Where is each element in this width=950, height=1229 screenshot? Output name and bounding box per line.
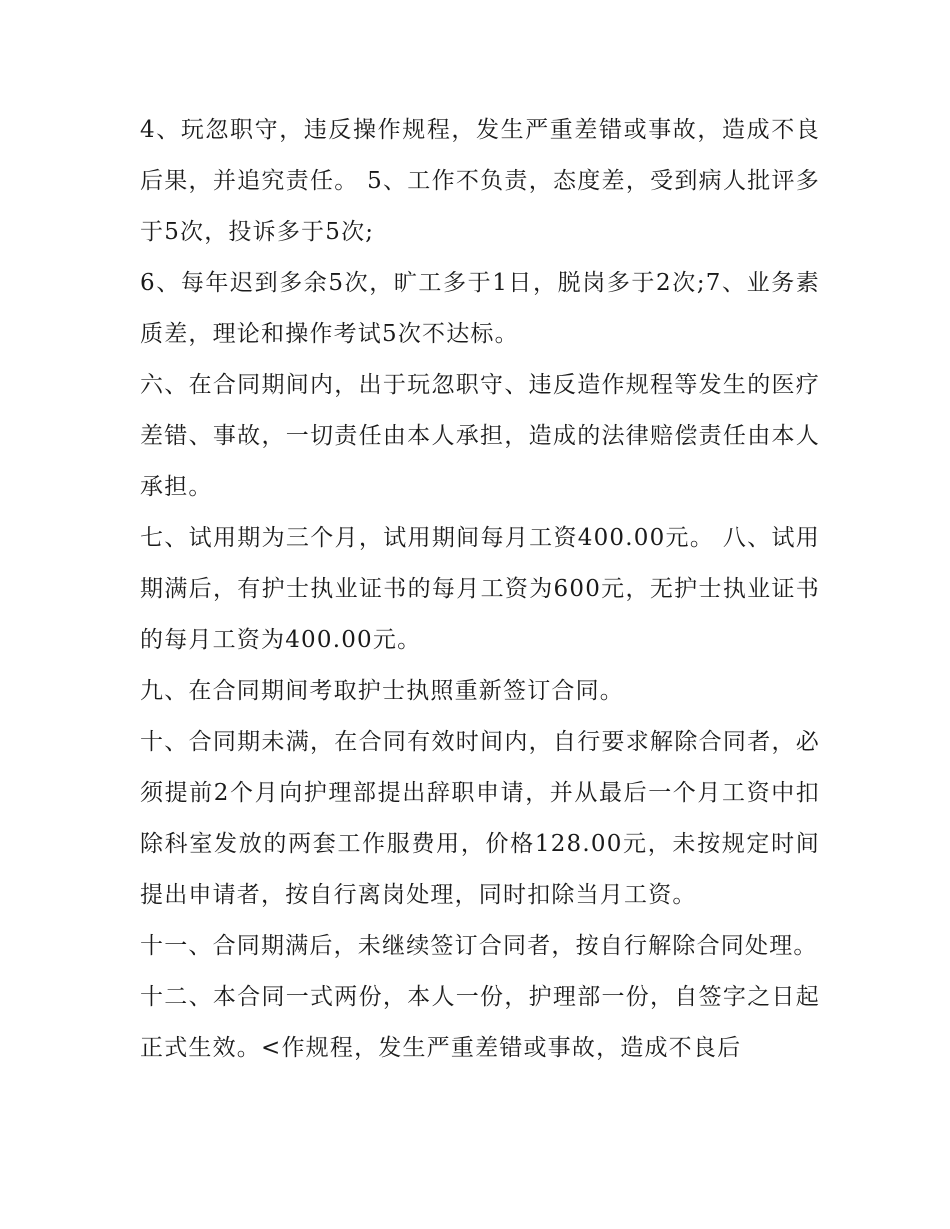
paragraph-section-6: 六、在合同期间内，出于玩忽职守、违反造作规程等发生的医疗差错、事故，一切责任由本人承担，造成的法律赔偿责任由本人承担。 [140,372,820,500]
document-body [140,105,820,1074]
paragraph-section-9: 九、在合同期间考取护士执照重新签订合同。 [140,678,624,704]
paragraph-section-10: 十、合同期未满，在合同有效时间内，自行要求解除合同者，必须提前2个月向护理部提出辞职申请，并从最后一个月工资中扣除科室发放的两套工作服费用，价格128.00元，未按规定时间提出申请者，按自行离岗处理，同时扣除当月工资。 [140,729,820,908]
paragraph-section-7-8: 七、试用期为三个月，试用期间每月工资400.00元。 八、试用期满后，有护士执业证书的每月工资为600元，无护士执业证书的每月工资为400.00元。 [140,525,820,653]
paragraph-clause-6-7: 6、每年迟到多余5次，旷工多于1日，脱岗多于2次;7、业务素质差，理论和操作考试5次不达标。 [140,270,820,347]
paragraph-section-11: 十一、合同期满后，未继续签订合同者，按自行解除合同处理。 [140,933,818,959]
paragraph-clause-4-5: 4、玩忽职守，违反操作规程，发生严重差错或事故，造成不良后果，并追究责任。 5、工作不负责，态度差，受到病人批评多于5次，投诉多于5次; [140,117,820,245]
paragraph-section-12: 十二、本合同一式两份，本人一份，护理部一份，自签字之日起正式生效。<作规程，发生严重差错或事故，造成不良后 [140,984,820,1061]
